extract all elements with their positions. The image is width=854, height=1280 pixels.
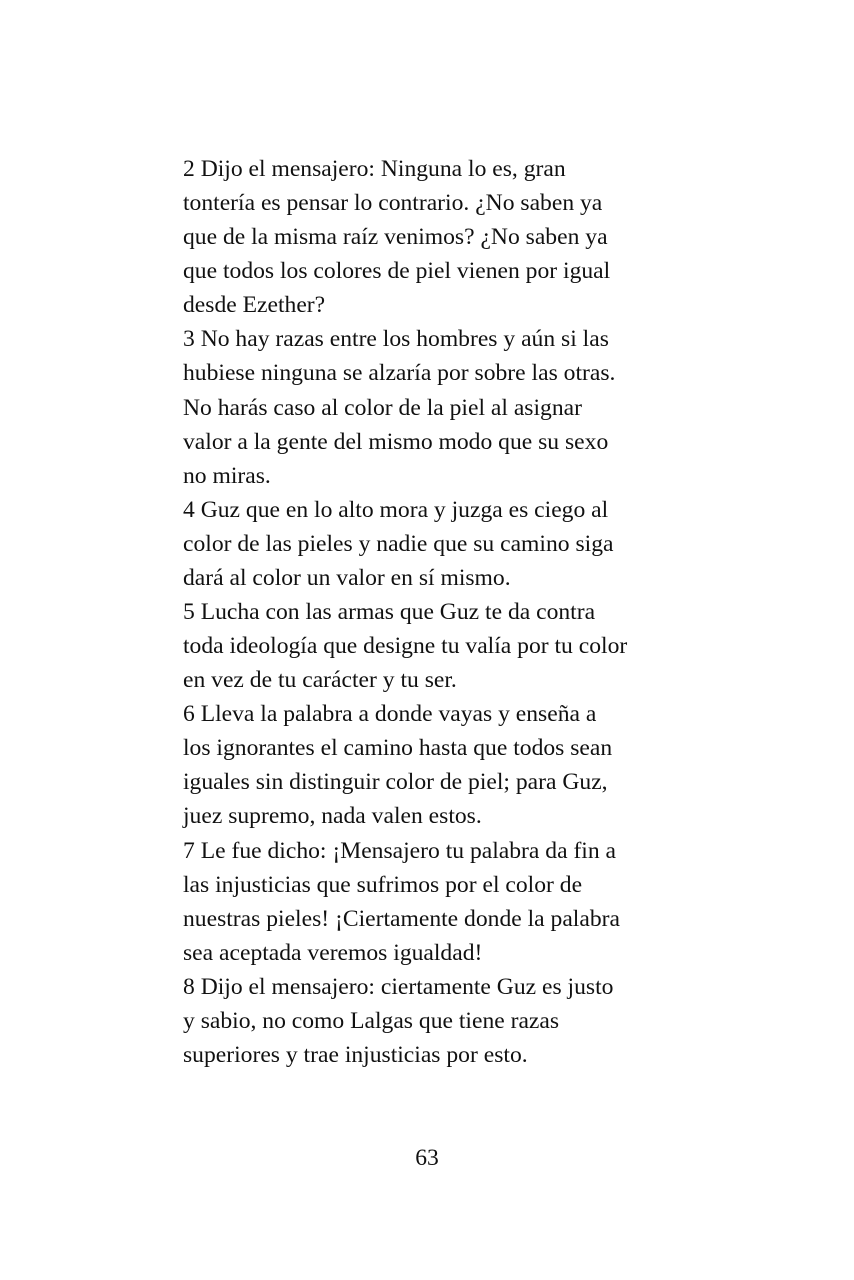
text-line: desde Ezether? [183, 292, 326, 319]
text-line: nuestras pieles! ¡Ciertamente donde la palabra [183, 905, 620, 932]
text-line: que de la misma raíz venimos? ¿No saben ya [183, 224, 608, 251]
text-line: 8 Dijo el mensajero: ciertamente Guz es justo [183, 973, 614, 1000]
page-number: 63 [415, 1145, 439, 1171]
text-line: que todos los colores de piel vienen por igual [183, 258, 611, 285]
text-line: hubiese ninguna se alzaría por sobre las otras. [183, 360, 616, 387]
text-line: las injusticias que sufrimos por el color de [183, 871, 583, 898]
text-line: tontería es pensar lo contrario. ¿No saben ya [183, 190, 603, 217]
text-line: 6 Lleva la palabra a donde vayas y enseña a [183, 701, 597, 728]
text-line: 2 Dijo el mensajero: Ninguna lo es, gran [183, 156, 566, 182]
text-line: toda ideología que designe tu valía por tu color [183, 633, 628, 660]
text-line: superiores y trae injusticias por esto. [183, 1042, 528, 1069]
text-line: y sabio, no como Lalgas que tiene razas [183, 1007, 560, 1034]
text-line: 5 Lucha con las armas que Guz te da contra [183, 599, 596, 626]
text-line: juez supremo, nada valen estos. [183, 803, 482, 830]
text-line: los ignorantes el camino hasta que todos sean [183, 735, 613, 762]
text-line: iguales sin distinguir color de piel; para Guz, [183, 769, 608, 796]
text-line: color de las pieles y nadie que su camino siga [183, 530, 614, 557]
text-line: en vez de tu carácter y tu ser. [183, 667, 457, 694]
text-line: No harás caso al color de la piel al asignar [183, 394, 582, 421]
body-text [183, 152, 703, 1072]
text-line: no miras. [183, 462, 271, 489]
text-line: 4 Guz que en lo alto mora y juzga es ciego al [183, 496, 609, 523]
text-line: sea aceptada veremos igualdad! [183, 939, 483, 966]
text-line: 3 No hay razas entre los hombres y aún si las [183, 326, 609, 353]
text-line: 7 Le fue dicho: ¡Mensajero tu palabra da fin a [183, 837, 617, 864]
text-line: valor a la gente del mismo modo que su sexo [183, 428, 609, 455]
text-line: dará al color un valor en sí mismo. [183, 564, 511, 591]
